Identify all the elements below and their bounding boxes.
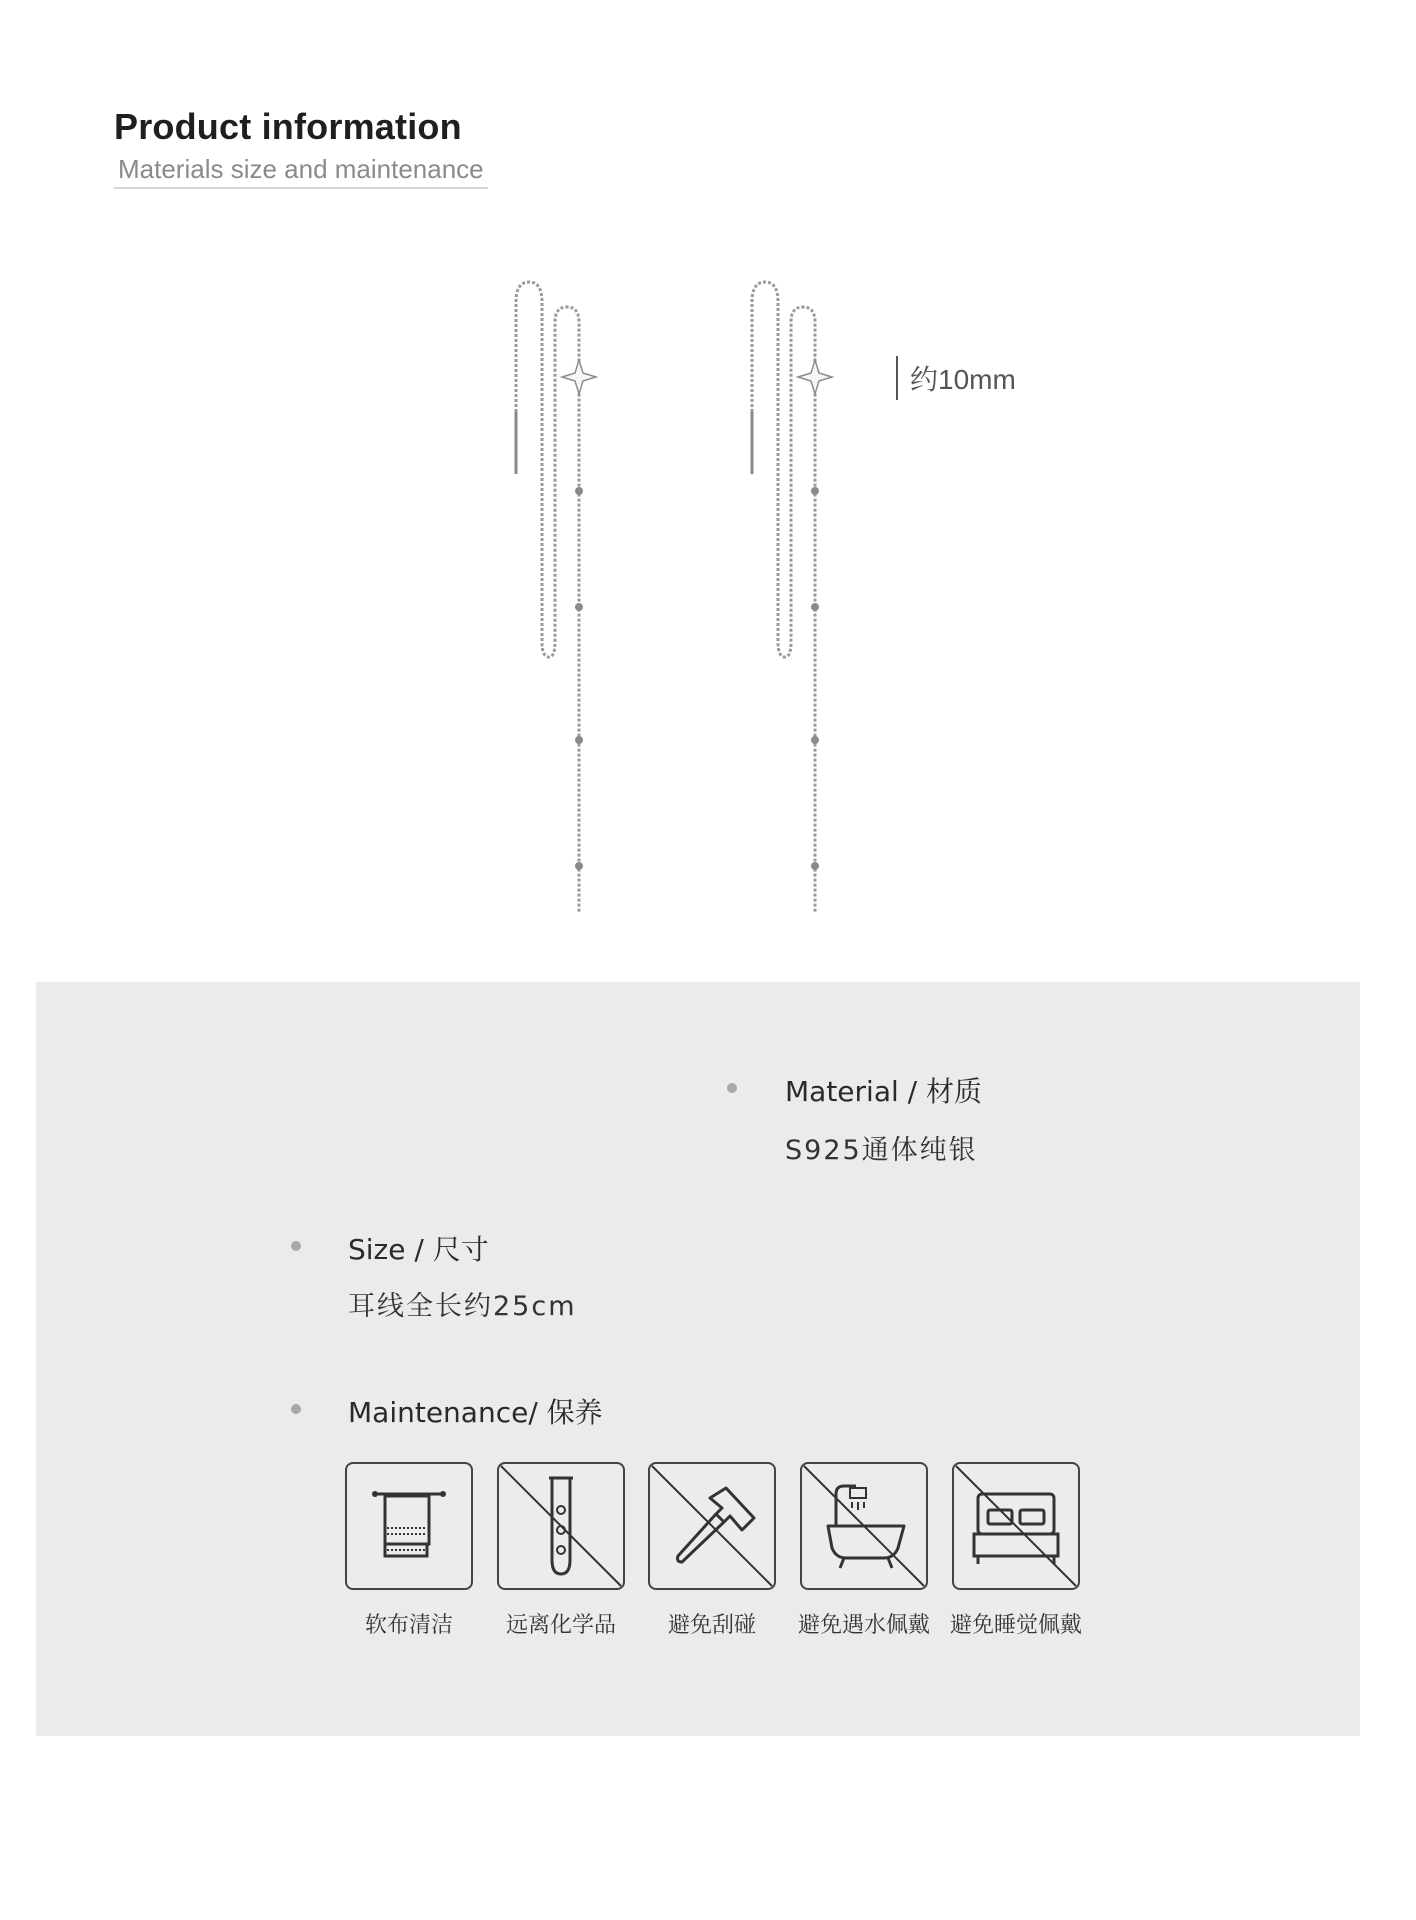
size-value: 耳线全长约25cm (348, 1291, 577, 1322)
info-panel (36, 982, 1360, 1736)
page-title: Product information (114, 106, 462, 147)
material-label: Material / 材质 (785, 1075, 982, 1108)
hammer-icon (648, 1462, 776, 1590)
towel-caption: 软布清洁 (364, 1613, 453, 1638)
maintenance-label: Maintenance/ 保养 (348, 1396, 603, 1429)
bullet (291, 1241, 301, 1251)
page-subtitle: Materials size and maintenance (114, 154, 488, 189)
test-tube-caption: 远离化学品 (505, 1613, 616, 1638)
right-earring (752, 282, 832, 912)
bullet (727, 1083, 737, 1093)
bullet (291, 1404, 301, 1414)
dimension-label: 约10mm (910, 364, 1016, 395)
bathtub-icon (800, 1462, 928, 1590)
left-earring (516, 282, 596, 912)
bathtub-caption: 避免遇水佩戴 (797, 1613, 930, 1638)
towel-icon (345, 1462, 473, 1590)
bed-caption: 避免睡觉佩戴 (949, 1613, 1082, 1638)
material-value: S925通体纯银 (785, 1135, 978, 1166)
hammer-caption: 避免刮碰 (667, 1613, 756, 1638)
bed-icon (952, 1462, 1080, 1590)
test-tube-icon (497, 1462, 625, 1590)
size-label: Size / 尺寸 (348, 1233, 489, 1266)
